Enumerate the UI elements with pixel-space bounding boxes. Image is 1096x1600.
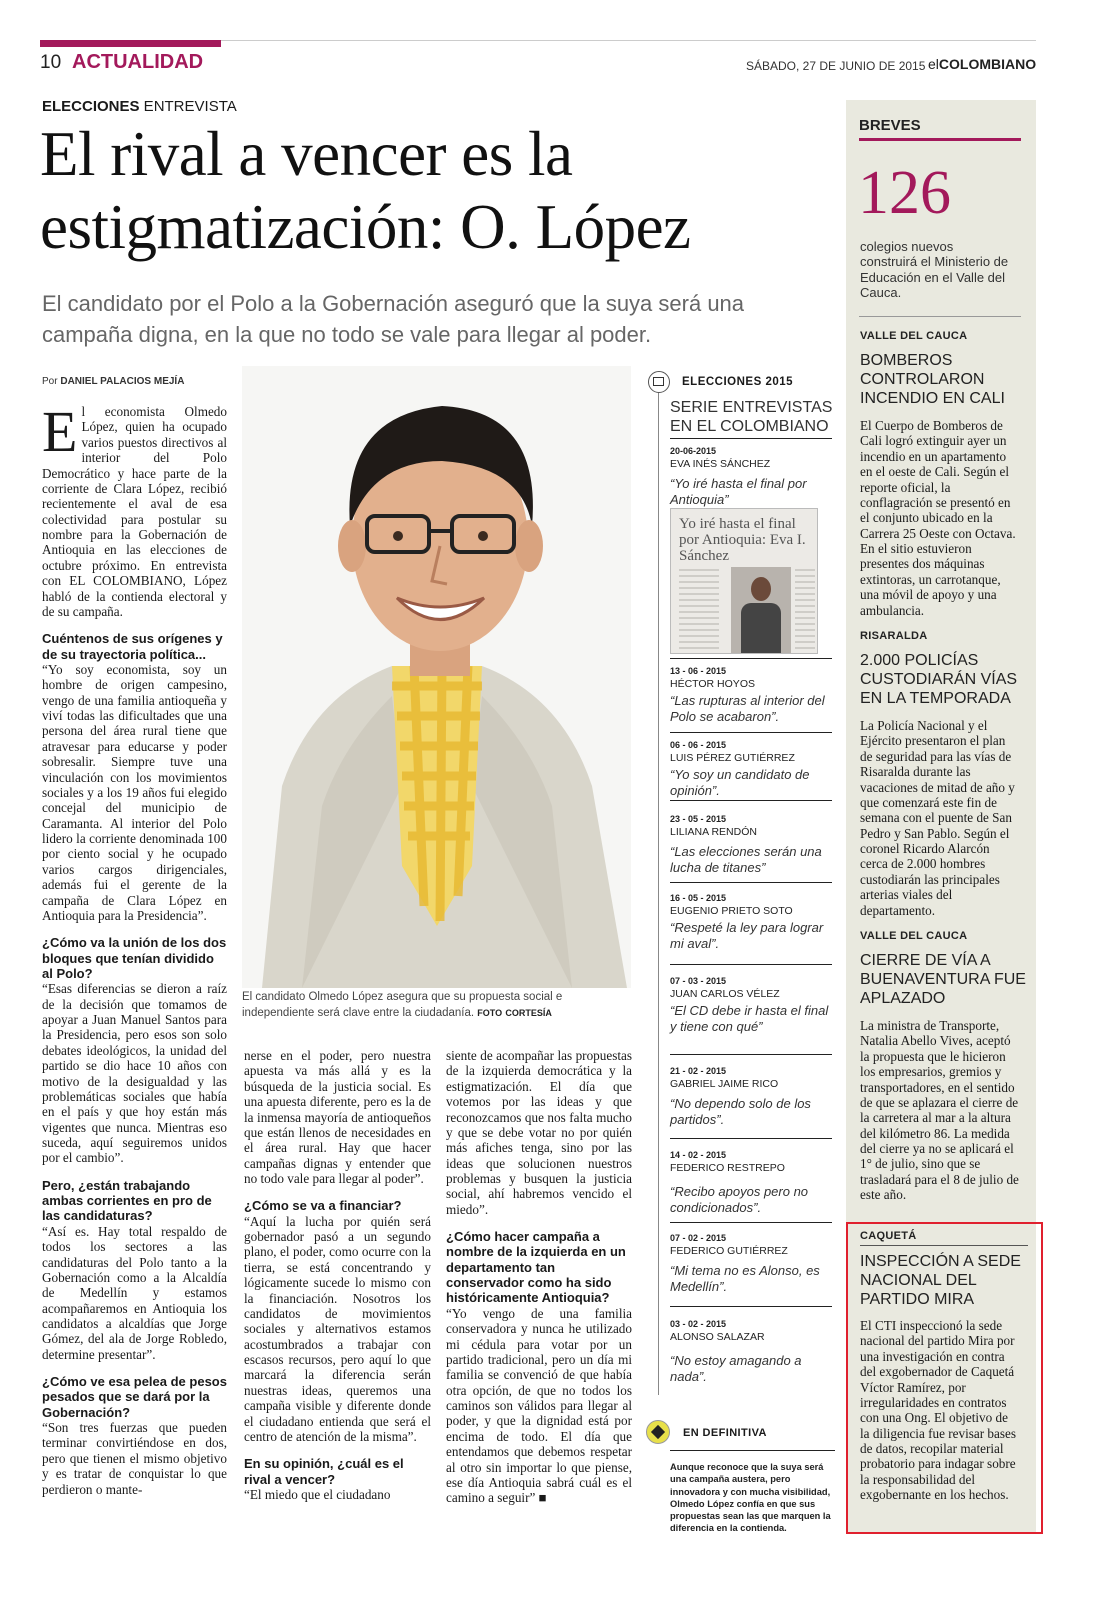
entry-date: 13 - 06 - 2015 [670, 666, 727, 676]
portrait-illustration [242, 366, 631, 988]
entry-name: ALONSO SALAZAR [670, 1331, 765, 1343]
en-definitiva-rule [670, 1450, 835, 1451]
series-entry [670, 814, 835, 875]
brief-title: 2.000 POLICÍAS CUSTODIARÁN VÍAS EN LA TEMPORADA [860, 652, 1018, 707]
photo-credit: CORTESÍA [505, 1007, 552, 1018]
entry-name: LILIANA RENDÓN [670, 826, 757, 838]
series-rule-7 [670, 1138, 832, 1139]
question-7: ¿Cómo hacer campaña a nombre de la izquierda en un departamento tan conservador como ha sido históricamente Antioquia? [446, 1229, 626, 1306]
brand-name: COLOMBIANO [938, 56, 1037, 72]
section-color-bar [40, 40, 221, 47]
brief-section: RISARALDA [860, 630, 928, 642]
entry-date: 14 - 02 - 2015 [670, 1150, 727, 1160]
series-entry [670, 446, 835, 507]
sidebar-heading-rule [859, 138, 1021, 141]
byline [42, 376, 184, 387]
en-definitiva-text: Aunque reconoce que la suya será una campaña austera, pero innovadora y con mucha visibilidad, Olmedo López confía en que sus propuestas sean las que marquen la diferencia en la contienda. [670, 1462, 831, 1534]
question-3: Pero, ¿están trabajando ambas corrientes en pro de las candidaturas? [42, 1177, 212, 1224]
en-definitiva-icon [646, 1420, 670, 1444]
photo-caption [242, 990, 632, 1021]
brief-title: BOMBEROS CONTROLARON INCENDIO EN CALI [860, 352, 1005, 407]
article-column-1 [42, 399, 227, 1503]
entry-name: JUAN CARLOS VÉLEZ [670, 988, 780, 1000]
thumbnail-text-lines [795, 569, 815, 649]
entry-quote: “No estoy amagando a nada”. [670, 1353, 802, 1384]
brand-prefix: el [928, 56, 939, 72]
series-rule-4 [670, 882, 832, 883]
byline-author: DANIEL PALACIOS MEJÍA [60, 376, 185, 387]
brief-title: INSPECCIÓN A SEDE NACIONAL DEL PARTIDO MIRA [860, 1253, 1021, 1308]
entry-name: FEDERICO RESTREPO [670, 1162, 785, 1174]
series-entry [670, 1150, 835, 1215]
series-timeline-line [658, 385, 659, 1395]
entry-date: 06 - 06 - 2015 [670, 740, 727, 750]
answer-2: “Esas diferencias se dieron a raíz de la decisión que tomamos de apoyar a Juan Manuel Santos para la Presidencia, pero esos son solo debates ideológicos, la unidad del partido se dio hace 10 años con motivo de la desigualdad y las problemáticas sociales que había en el país y que hoy están más vigentes que nunca. Mientras eso suceda, aquí seguiremos unidos por el cambio”. [42, 981, 227, 1166]
page-number: 10 [40, 52, 62, 73]
entry-name: FEDERICO GUTIÉRREZ [670, 1245, 788, 1257]
issue-date: SÁBADO, 27 DE JUNIO DE 2015 [746, 59, 926, 73]
answer-6-continued: siente de acompañar las propuestas de la izquierda democrática y la estigmatización. El día que votemos por las ideas y que reconozcamos que nos falta mucho y que se debe votar no por quién más afiches tenga, sino por las ideas que solucionen nuestros problemas y busquen la justicia social, ahí habremos vencido el miedo”. [446, 1048, 632, 1217]
answer-4: “Son tres fuerzas que pueden terminar convirtiéndose en dos, pero que tienen el mismo objetivo y es tratar de conquistar lo que perdieron o mante- [42, 1420, 227, 1497]
entry-quote: “Yo iré hasta el final por Antioquia” [670, 476, 807, 507]
entry-quote: “Las elecciones serán una lucha de titanes” [670, 844, 822, 875]
series-rule-0 [670, 438, 832, 439]
credit-label: FOTO [477, 1007, 503, 1018]
thumbnail-headline: Yo iré hasta el final por Antioquia: Eva I. Sánchez [679, 516, 806, 564]
thumbnail-head [751, 577, 771, 601]
entry-date: 07 - 02 - 2015 [670, 1233, 727, 1243]
series-rule-8 [670, 1222, 832, 1223]
ballot-box-shape [653, 377, 664, 386]
entry-name: HÉCTOR HOYOS [670, 678, 755, 690]
thumbnail-photo [731, 567, 791, 654]
entry-date: 16 - 05 - 2015 [670, 893, 727, 903]
section-name: ACTUALIDAD [72, 51, 204, 73]
article-column-3 [446, 1048, 632, 1512]
interview-thumbnail [670, 508, 818, 654]
entry-date: 03 - 02 - 2015 [670, 1319, 727, 1329]
article-deck: El candidato por el Polo a la Gobernación aseguró que la suya será una campaña digna, en la que no todo se vale para llegar al poder. [42, 291, 745, 347]
thumbnail-text-lines [679, 569, 719, 649]
brief-section: VALLE DEL CAUCA [860, 330, 968, 342]
series-rule-3 [670, 800, 832, 801]
entry-quote: “Las rupturas al interior del Polo se acabaron”. [670, 693, 825, 724]
article-headline [40, 118, 830, 264]
question-5: ¿Cómo se va a financiar? [244, 1198, 402, 1214]
brief-text: El Cuerpo de Bomberos de Cali logró extinguir ayer un incendio en un apartamento en el oeste de Cali. Según el reporte oficial, la conflagración se presentó en el conjunto ubicado en la Carrera 25 Oeste con Octava. En el sitio estuvieron presentes dos máquinas extintoras, un carrotanque, una móvil de apoyo y una ambulancia. [860, 418, 1016, 618]
sidebar-heading: BREVES [859, 117, 921, 134]
entry-name: EVA INÉS SÁNCHEZ [670, 458, 771, 470]
kicker-topic: ELECCIONES [42, 98, 140, 115]
series-title-line-1: SERIE ENTREVISTAS [670, 399, 833, 416]
sidebar-divider [859, 316, 1021, 317]
answer-4-continued: nerse en el poder, pero nuestra apuesta va más allá y es la búsqueda de la justicia social. Es una apuesta diferente, pero es la de la inmensa mayoría de antioqueños que están llenos de necesidades en el área rural. Hay que hacer campañas dignas y entender que no todo vale para llegar al poder”. [244, 1048, 431, 1186]
entry-date: 07 - 03 - 2015 [670, 976, 727, 986]
series-rule-9 [670, 1306, 832, 1307]
series-rule-1 [670, 658, 832, 659]
answer-5: “Aquí la lucha por quién será gobernador pasó a un segundo plano, el poder, como ocurre con la tierra, se está concentrando y lógicamente sucede lo mismo con la financiación. Nosotros los candidatos de movimientos sociales y alternativos estamos acostumbrados a trabajar con escasos recursos, pero aquí lo que marcará la diferencia serán nuestras ideas, queremos una campaña visible y diferente donde el ciudadano entienda que será el centro de atención de la misma”. [244, 1213, 431, 1444]
entry-name: LUIS PÉREZ GUTIÉRREZ [670, 752, 795, 764]
series-entry [670, 1233, 835, 1294]
answer-6: “El miedo que el ciudadano [244, 1486, 391, 1502]
series-rule-6 [670, 1054, 832, 1055]
series-entry [670, 893, 835, 951]
entry-quote: “Recibo apoyos pero no condicionados”. [670, 1184, 809, 1215]
ballot-icon [648, 371, 670, 393]
byline-prefix: Por [42, 376, 61, 387]
headline-line-2: estigmatización: O. López [40, 192, 691, 263]
article-kicker [42, 98, 237, 115]
answer-3: “Así es. Hay total respaldo de todos los sectores a las candidaturas del Polo tanto a la Gobernación como a la Alcaldía de Medellín y estamos acompañaremos en Antioquia los candidatos a alcaldías que Jorge Gómez, del ala de Jorge Robledo, determine presentar”. [42, 1223, 227, 1362]
headline-line-1: El rival a vencer es la [40, 119, 573, 189]
icon-diamond [651, 1425, 665, 1439]
question-6: En su opinión, ¿cuál es el rival a vencer? [244, 1456, 404, 1487]
thumbnail-body [741, 603, 781, 654]
series-entry [670, 1319, 835, 1384]
brief-text: La Policía Nacional y el Ejército presentaron el plan de seguridad para las vías de Risaralda durante las vacaciones de mitad de año y que comenzará este fin de semana con el puente de San Pedro y San Pablo. Según el coronel Ricardo Alarcón cerca de 2.000 hombres custodiarán las principales arterias viales del departamento. [860, 718, 1015, 918]
entry-quote: “Yo soy un candidato de opinión”. [670, 767, 810, 798]
en-definitiva-label: EN DEFINITIVA [683, 1427, 767, 1439]
entry-date: 21 - 02 - 2015 [670, 1066, 727, 1076]
newspaper-brand [928, 56, 1036, 72]
question-4: ¿Cómo ve esa pelea de pesos pesados que se dará por la Gobernación? [42, 1374, 227, 1420]
question-2: ¿Cómo va la unión de los dos bloques que tenían dividido al Polo? [42, 935, 227, 981]
entry-quote: “El CD debe ir hasta el final y tiene con qué” [670, 1003, 829, 1034]
series-entry [670, 1066, 835, 1127]
series-label: ELECCIONES 2015 [682, 376, 794, 388]
brief-section: CAQUETÁ [860, 1230, 917, 1242]
series-entry [670, 740, 835, 798]
candidate-photo [242, 366, 631, 988]
caption-text: El candidato Olmedo López asegura que su propuesta social e independiente será clave entre la ciudadanía. [242, 991, 563, 1019]
entry-date: 23 - 05 - 2015 [670, 814, 727, 824]
series-title [670, 398, 832, 436]
series-rule-2 [670, 732, 832, 733]
brief-section: VALLE DEL CAUCA [860, 930, 968, 942]
answer-7-text: “Yo vengo de una familia conservadora y nunca he utilizado mi cédula para votar por un partido tradicional, pero un día mi familia se convenció de que había otra opción, de que no todos los caminos son válidos para llegar al poder, y que la dignidad está por encima de todo. El día que entendamos que debemos respetar al otro sin importar lo que piense, ese día Antioquia sabrá cuál es el camino a seguir” [446, 1305, 632, 1506]
kicker-type: ENTREVISTA [139, 98, 237, 115]
question-1: Cuéntenos de sus orígenes y de su trayectoria política... [42, 631, 223, 662]
entry-quote: “Respeté la ley para lograr mi aval”. [670, 920, 824, 951]
end-mark: ■ [538, 1490, 547, 1506]
answer-7 [446, 1306, 632, 1506]
brief-text: La ministra de Transporte, Natalia Abello Vives, aceptó la propuesta que le hicieron los empresarios, gremios y transportadores, en el sentido de que se aplazara el cierre de la carretera al mar a la altura del kilómetro 86. La medida del cierre ya no se aplicará el 1° de julio, sino que se trasladará para el 8 de julio de este año. [860, 1018, 1019, 1203]
entry-name: EUGENIO PRIETO SOTO [670, 905, 793, 917]
brief-section-rule [860, 1245, 1028, 1246]
entry-name: GABRIEL JAIME RICO [670, 1078, 779, 1090]
article-column-2 [244, 1048, 431, 1508]
article-lede [42, 399, 227, 619]
brief-title: CIERRE DE VÍA A BUENAVENTURA FUE APLAZADO [860, 952, 1026, 1007]
answer-1: “Yo soy economista, soy un hombre de origen campesino, vengo de una familia antioqueña y viví todas las dificultades que una persona del área rural tiene que atravesar para educarse y poder sobresalir. Siempre tuve una vinculación con los movimientos sociales y a los 19 años fui elegido concejal del municipio de Caramanta. Al interior del Polo lidero la corriente denominada 100 por ciento social y he ocupado varios cargos dirigenciales, además fui el gerente de la campaña de Clara López en Antioquia para la Presidencia”. [42, 661, 227, 923]
drop-cap: E [42, 399, 78, 464]
series-entry [670, 976, 835, 1034]
series-entry [670, 666, 835, 724]
series-title-line-2: EN EL COLOMBIANO [670, 418, 829, 436]
stat-description: colegios nuevos construirá el Ministerio de Educación en el Valle del Cauca. [860, 239, 1009, 300]
entry-quote: “Mi tema no es Alonso, es Medellín”. [670, 1263, 820, 1294]
entry-quote: “No dependo solo de los partidos”. [670, 1096, 811, 1127]
stat-number: 126 [858, 159, 951, 227]
brief-text: El CTI inspeccionó la sede nacional del partido Mira por una investigación en contra del exgobernador de Caquetá Víctor Ramírez, por irregularidades en contratos con una Ong. El objetivo de la diligencia fue revisar bases de datos, recopilar material probatorio para indagar sobre la responsabilidad del exgobernante en los hechos. [860, 1318, 1016, 1503]
lede-text: l economista Olmedo López, quien ha ocupado varios puestos directivos al interior del Polo Democrático y hace parte de la corriente de Clara López, recibió recientemente el aval de esa colectividad para postular su nombre para la Gobernación de Antioquia en las elecciones de octubre próximo. En entrevista con EL COLOMBIANO, López habló de la contienda electoral y de su campaña. [42, 404, 227, 619]
entry-date: 20-06-2015 [670, 446, 717, 456]
series-rule-5 [670, 964, 832, 965]
